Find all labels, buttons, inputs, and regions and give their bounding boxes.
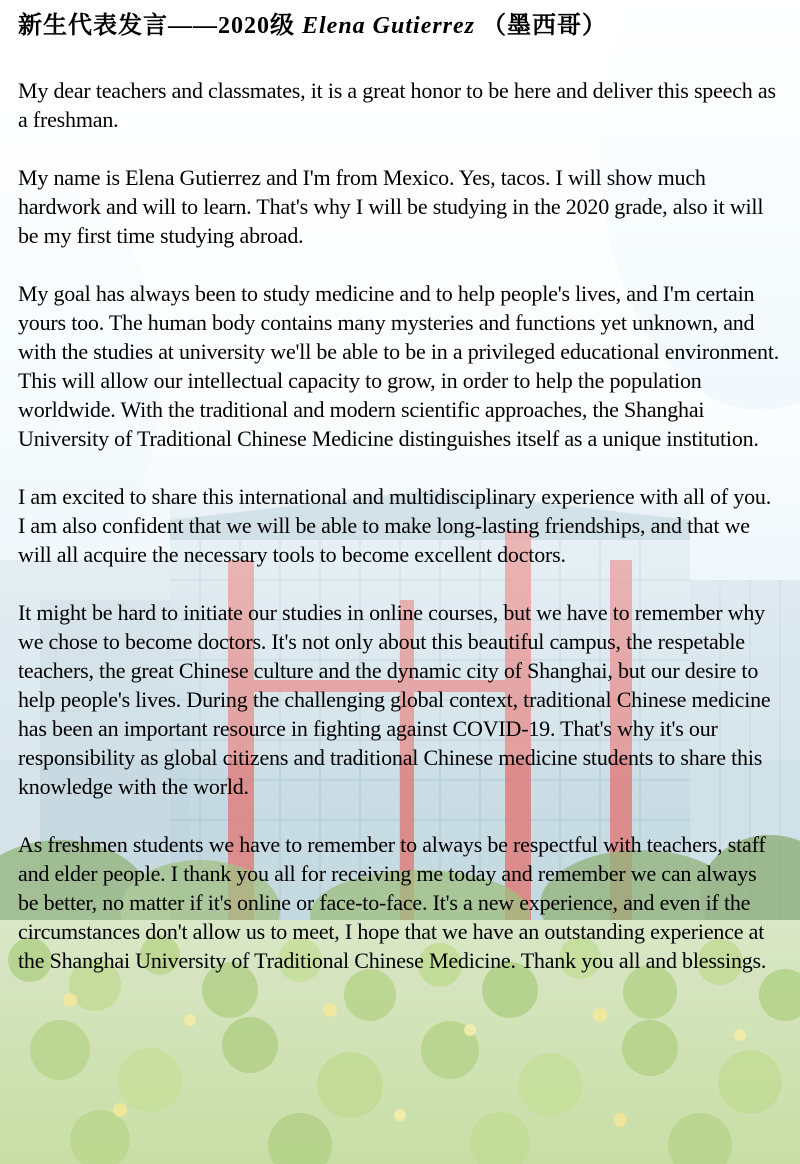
- speech-paragraph-5: It might be hard to initiate our studies in online courses, but we have to remember why we chose to become doctors. It's not only about this beautiful campus, the respetable teachers, the great Chinese culture and the dynamic city of Shanghai, but our desire to help people's lives. During the challenging global context, traditional Chinese medicine has been an important resource in fighting against COVID-19. That's why it's our responsibility as global citizens and traditional Chinese medicine students to share this knowledge with the world.: [18, 600, 771, 799]
- speech-paragraph-2: My name is Elena Gutierrez and I'm from Mexico. Yes, tacos. I will show much hardwork and will to learn. That's why I will be studying in the 2020 grade, also it will be my first time studying abroad.: [18, 165, 764, 248]
- title-speaker-name: Elena Gutierrez: [302, 13, 476, 39]
- speech-title: [18, 6, 782, 46]
- title-chinese-prefix: 新生代表发言——2020级: [18, 13, 295, 39]
- title-country: （墨西哥）: [482, 13, 608, 39]
- speech-paragraph-3: My goal has always been to study medicine and to help people's lives, and I'm certain yours too. The human body contains many mysteries and functions yet unknown, and with the studies at university we'll be able to be in a privileged educational environment. This will allow our intellectual capacity to grow, in order to help the population worldwide. With the traditional and modern scientific approaches, the Shanghai University of Traditional Chinese Medicine distinguishes itself as a unique institution.: [18, 281, 780, 451]
- speech-paragraph-6: As freshmen students we have to remember to always be respectful with teachers, staff and elder people. I thank you all for receiving me today and remember we can always be better, no matter if it's online or face-to-face. It's a new experience, and even if the circumstances don't allow us to meet, I hope that we have an outstanding experience at the Shanghai University of Traditional Chinese Medicine. Thank you all and blessings.: [18, 832, 767, 973]
- speech-paragraph-4: I am excited to share this international and multidisciplinary experience with all of you. I am also confident that we will be able to make long-lasting friendships, and that we will all acquire the necessary tools to become excellent doctors.: [18, 484, 771, 567]
- speech-paragraph-1: My dear teachers and classmates, it is a great honor to be here and deliver this speech as a freshman.: [18, 78, 776, 132]
